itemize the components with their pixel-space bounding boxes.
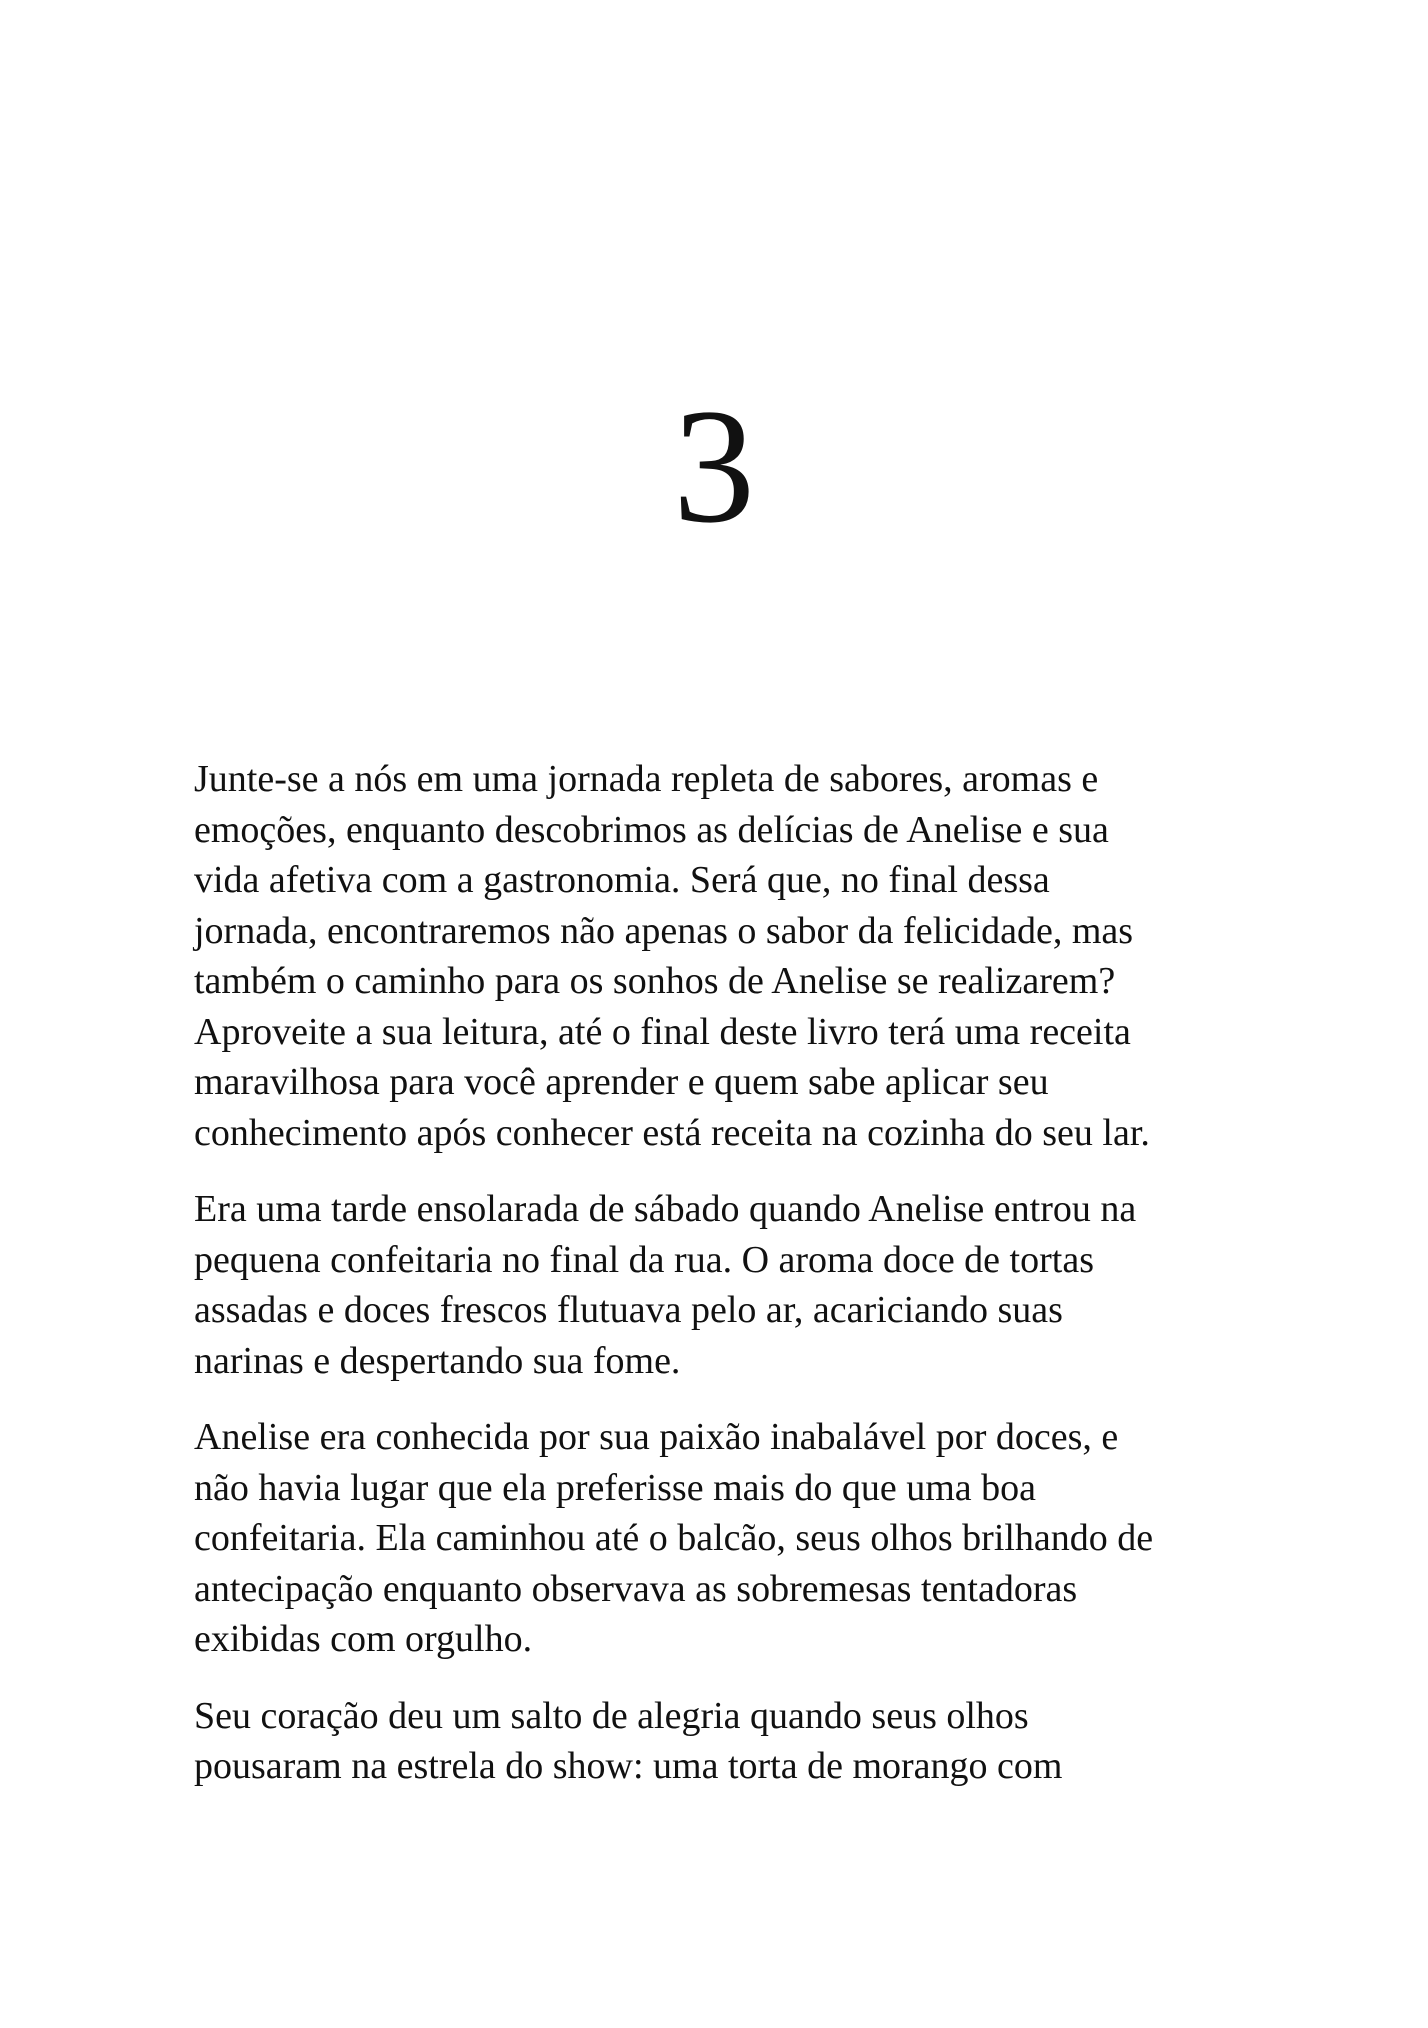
chapter-body — [194, 754, 1254, 1818]
paragraph-intro: Junte-se a nós em uma jornada repleta de sabores, aromas e emoções, enquanto descobrimos as delícias de Anelise e sua vida afetiva com a gastronomia. Será que, no final dessa jornada, encontraremos não apenas o sabor da felicidade, mas também o caminho para os sonhos de Anelise se realizarem? Aproveite a sua leitura, até o final deste livro terá uma receita maravilhosa para você aprender e quem sabe aplicar seu conhecimento após conhecer está receita na cozinha do seu lar. — [194, 758, 1150, 1154]
chapter-number: 3 — [673, 376, 755, 557]
paragraph-anelise-paixao: Anelise era conhecida por sua paixão inabalável por doces, e não havia lugar que ela preferisse mais do que uma boa confeitaria. Ela caminhou até o balcão, seus olhos brilhando de antecipação enquanto observava as sobremesas tentadoras exibidas com orgulho. — [194, 1416, 1154, 1660]
paragraph-confeitaria: Era uma tarde ensolarada de sábado quando Anelise entrou na pequena confeitaria no final da rua. O aroma doce de tortas assadas e doces frescos flutuava pelo ar, acariciando suas narinas e despertando sua fome. — [194, 1188, 1137, 1382]
paragraph-torta-morango: Seu coração deu um salto de alegria quando seus olhos pousaram na estrela do show: uma torta de morango com — [194, 1694, 1063, 1787]
